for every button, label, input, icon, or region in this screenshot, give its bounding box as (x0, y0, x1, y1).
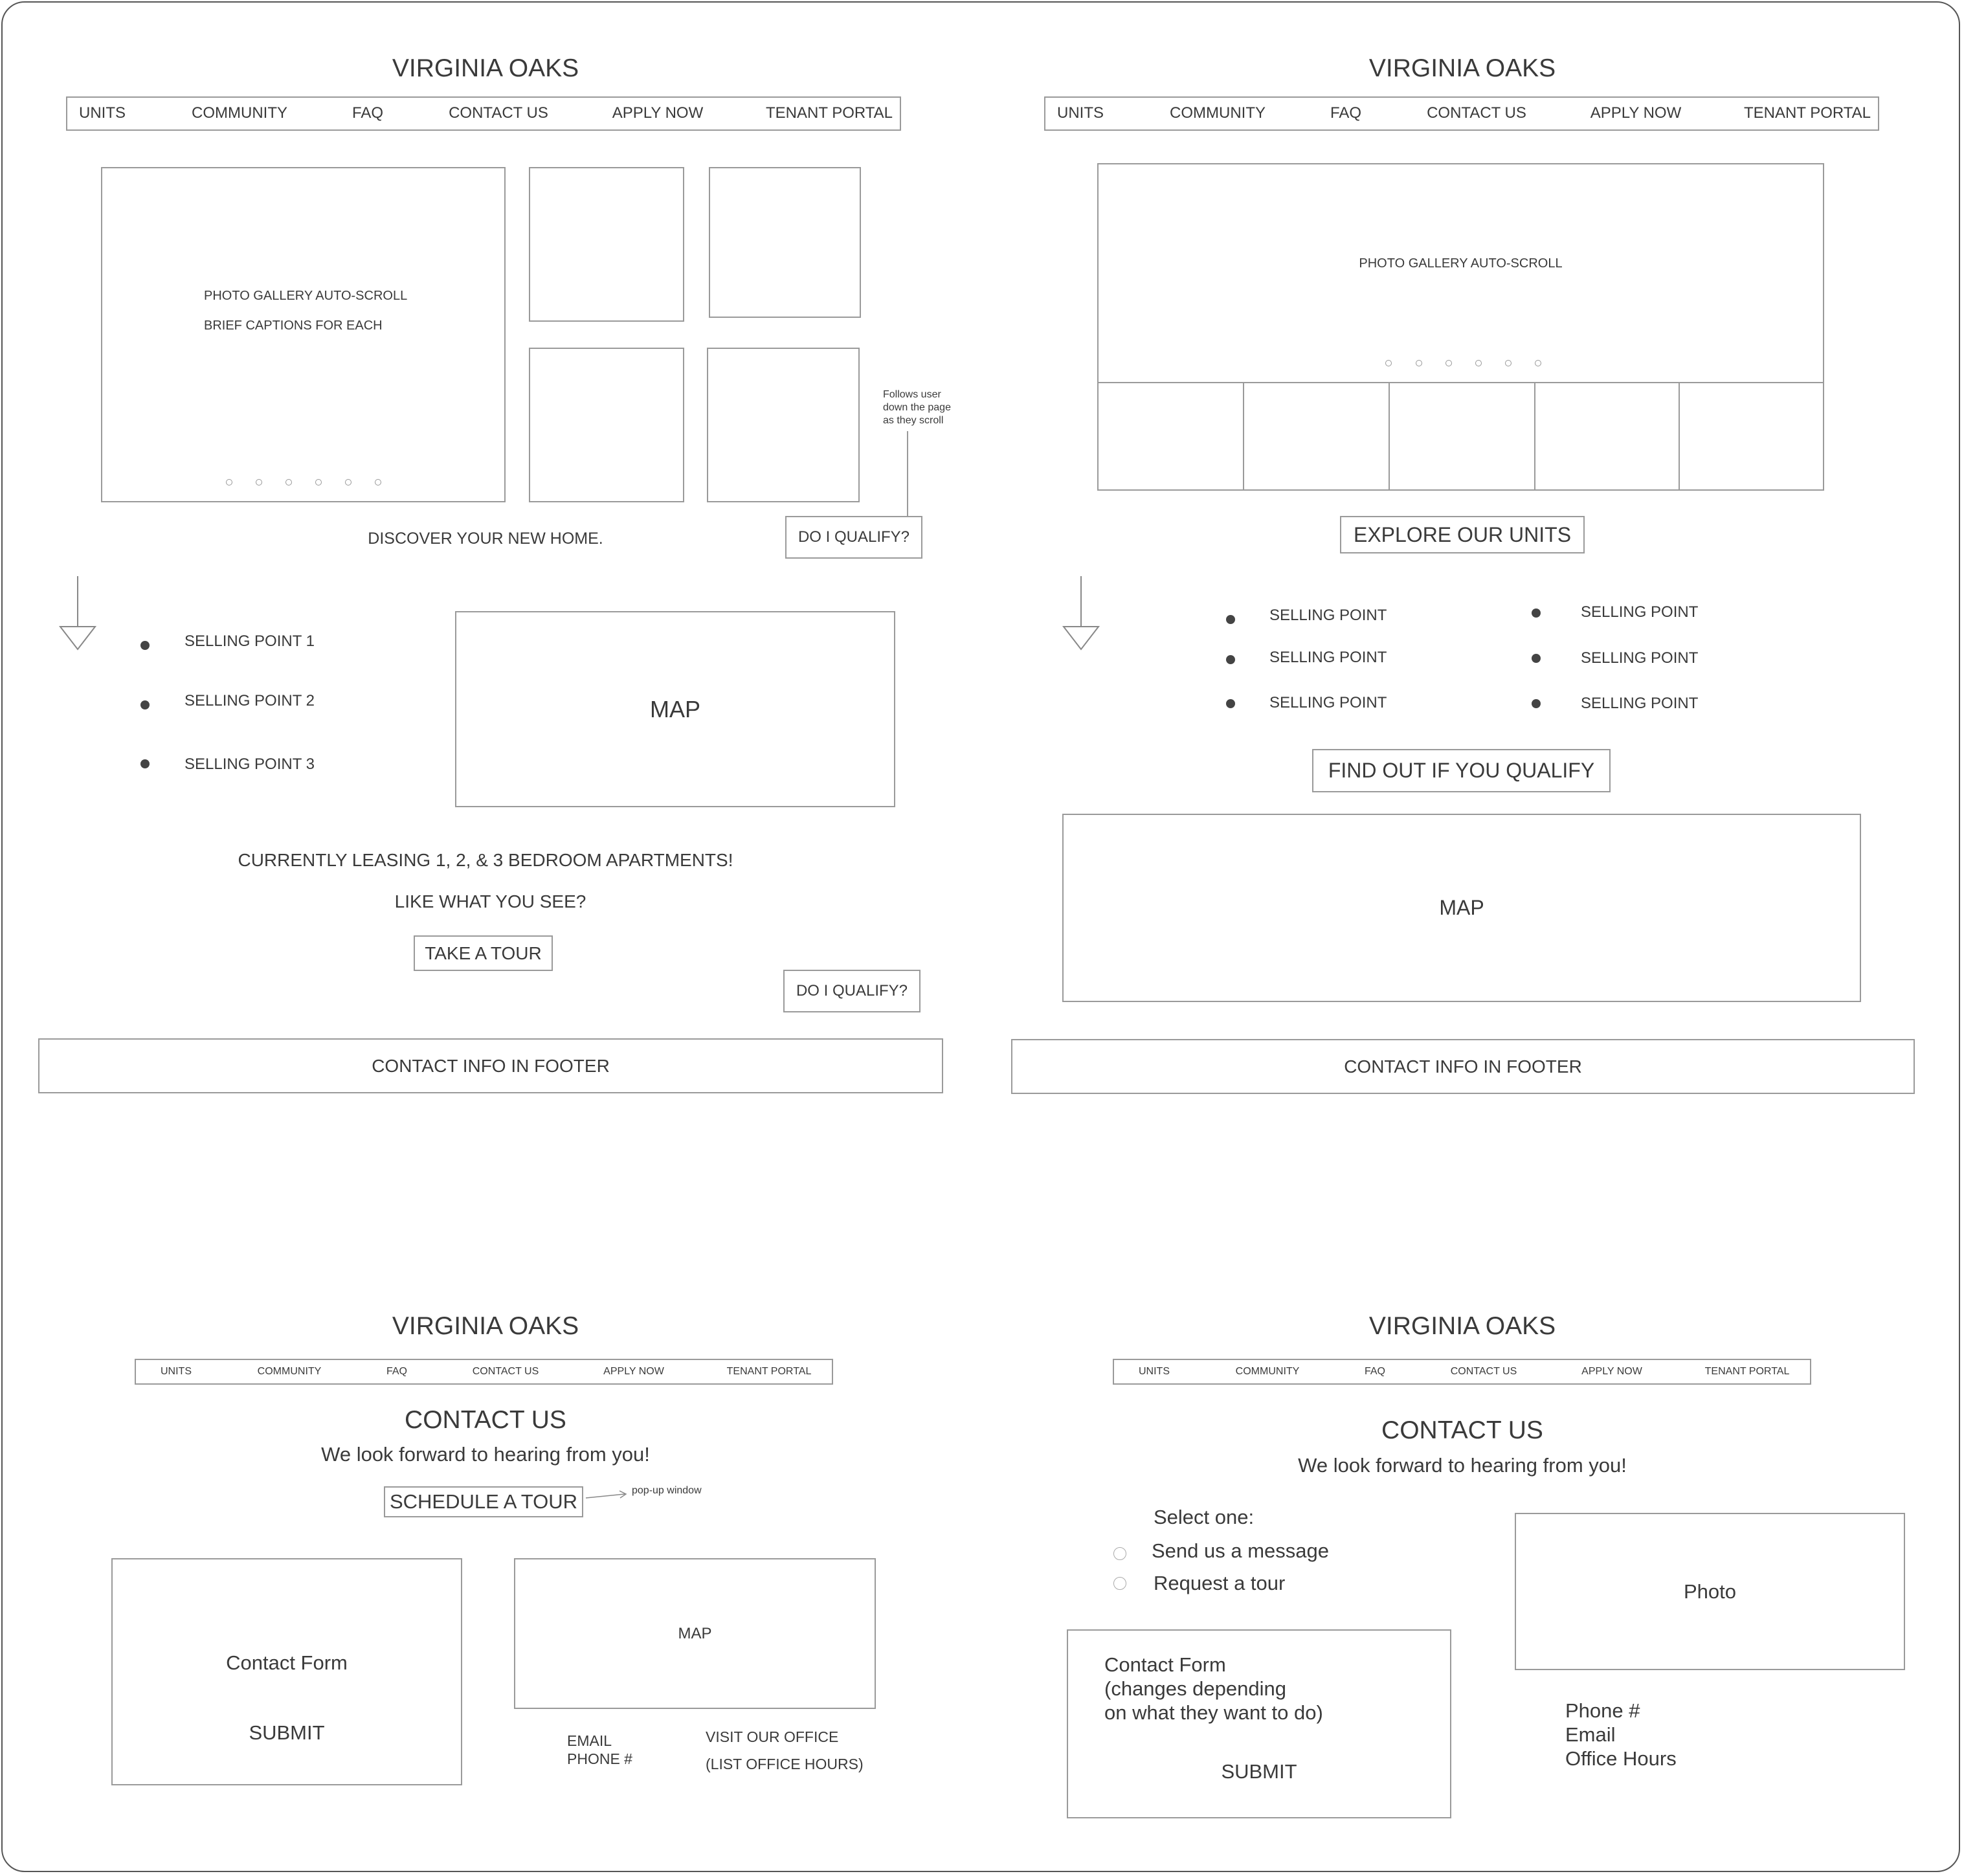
nav-bar (1044, 96, 1879, 131)
nav-item-community[interactable]: COMMUNITY (257, 1366, 322, 1378)
do-i-qualify-button[interactable]: DO I QUALIFY? (785, 516, 922, 559)
email-label: EMAIL (567, 1732, 612, 1749)
photo-thumbnail[interactable] (529, 348, 684, 502)
nav-item-faq[interactable]: FAQ (352, 104, 384, 122)
bullet-icon (140, 759, 150, 768)
footer-label: CONTACT INFO IN FOOTER (372, 1055, 610, 1076)
contact-details (1565, 1699, 1677, 1770)
gallery-caption-1: PHOTO GALLERY AUTO-SCROLL (204, 289, 408, 303)
gallery-indicator[interactable] (1416, 360, 1422, 366)
photo-thumbnail[interactable] (1389, 382, 1535, 491)
selling-point: SELLING POINT 1 (184, 632, 315, 650)
nav-item-units[interactable]: UNITS (79, 104, 126, 122)
gallery-caption-2: BRIEF CAPTIONS FOR EACH (204, 318, 383, 333)
radio-request-tour[interactable] (1113, 1577, 1126, 1590)
footer (38, 1038, 943, 1093)
gallery-indicator[interactable] (254, 478, 263, 487)
annotation-arrow-icon (585, 1489, 630, 1504)
radio-send-message[interactable] (1113, 1547, 1126, 1560)
site-title: VIRGINIA OAKS (392, 54, 579, 82)
selling-point: SELLING POINT (1581, 603, 1699, 621)
nav-item-tenant-portal[interactable]: TENANT PORTAL (1743, 104, 1871, 122)
map-label: MAP (1439, 896, 1484, 919)
gallery-indicator[interactable] (1505, 360, 1512, 366)
site-title: VIRGINIA OAKS (1368, 1312, 1556, 1340)
nav-bar (1113, 1359, 1811, 1385)
gallery-indicator[interactable] (284, 478, 293, 487)
gallery-indicator[interactable] (314, 478, 323, 487)
contact-details (567, 1732, 632, 1768)
selling-point: SELLING POINT 2 (184, 692, 315, 709)
selling-point: SELLING POINT (1581, 649, 1699, 667)
bullet-icon (1226, 699, 1235, 708)
nav-item-community[interactable]: COMMUNITY (192, 104, 287, 122)
scroll-down-arrow-icon (1062, 575, 1100, 651)
photo-gallery[interactable] (101, 167, 506, 502)
photo-label: Photo (1683, 1580, 1736, 1603)
nav-item-units[interactable]: UNITS (1057, 104, 1104, 122)
gallery-indicator[interactable] (225, 478, 234, 487)
nav-item-faq[interactable]: FAQ (1364, 1366, 1386, 1378)
do-i-qualify-floating-button[interactable]: DO I QUALIFY? (783, 970, 921, 1012)
page-heading: CONTACT US (1381, 1416, 1543, 1444)
photo-thumbnail[interactable] (707, 348, 860, 502)
nav-item-community[interactable]: COMMUNITY (1170, 104, 1266, 122)
gallery-indicator[interactable] (344, 478, 353, 487)
selling-point: SELLING POINT (1581, 695, 1699, 712)
map-label: MAP (678, 1624, 712, 1642)
photo-thumbnail[interactable] (529, 167, 684, 322)
like-what-you-see-text: LIKE WHAT YOU SEE? (394, 891, 586, 911)
phone-label: PHONE # (567, 1750, 632, 1767)
gallery-indicator[interactable] (1385, 360, 1392, 366)
contact-form-label: Contact Form (226, 1651, 348, 1674)
photo-thumbnail[interactable] (709, 167, 861, 318)
page-subheading: We look forward to hearing from you! (321, 1443, 650, 1466)
email-label: Email (1565, 1723, 1616, 1746)
annotation-leader-line (907, 431, 908, 527)
nav-bar (66, 96, 901, 131)
nav-bar (135, 1359, 833, 1385)
bullet-icon (1226, 615, 1235, 624)
nav-item-units[interactable]: UNITS (1139, 1366, 1170, 1378)
nav-item-apply-now[interactable]: APPLY NOW (1590, 104, 1682, 122)
photo-thumbnail[interactable] (1534, 382, 1680, 491)
office-hours-label: (LIST OFFICE HOURS) (706, 1756, 864, 1772)
gallery-indicator[interactable] (1445, 360, 1452, 366)
scroll-down-arrow-icon (58, 575, 97, 651)
site-title: VIRGINIA OAKS (1368, 54, 1556, 82)
nav-item-apply-now[interactable]: APPLY NOW (612, 104, 704, 122)
gallery-indicator[interactable] (374, 478, 383, 487)
site-title: VIRGINIA OAKS (392, 1312, 579, 1340)
nav-item-tenant-portal[interactable]: TENANT PORTAL (1704, 1366, 1790, 1378)
photo-placeholder (1515, 1513, 1905, 1670)
page-heading: CONTACT US (405, 1406, 566, 1434)
nav-item-contact-us[interactable]: CONTACT US (449, 104, 548, 122)
nav-item-tenant-portal[interactable]: TENANT PORTAL (726, 1366, 812, 1378)
office-hours-label: Office Hours (1565, 1747, 1677, 1770)
bullet-icon (1532, 609, 1541, 618)
annotation-note: Follows user down the page as they scroll (883, 389, 951, 426)
nav-item-contact-us[interactable]: CONTACT US (472, 1366, 539, 1378)
visit-office-label: VISIT OUR OFFICE (706, 1728, 839, 1745)
leasing-text: CURRENTLY LEASING 1, 2, & 3 BEDROOM APARTMENTS! (238, 850, 733, 870)
annotation-note: pop-up window (632, 1485, 702, 1496)
bullet-icon (1532, 699, 1541, 708)
photo-gallery[interactable] (1097, 163, 1824, 383)
discover-tagline: DISCOVER YOUR NEW HOME. (368, 530, 603, 548)
nav-item-apply-now[interactable]: APPLY NOW (603, 1366, 664, 1378)
bullet-icon (1226, 655, 1235, 664)
map-placeholder[interactable] (455, 611, 895, 807)
nav-item-contact-us[interactable]: CONTACT US (1427, 104, 1526, 122)
map-placeholder[interactable] (1062, 814, 1861, 1002)
schedule-tour-button[interactable]: SCHEDULE A TOUR (384, 1486, 583, 1517)
selling-point: SELLING POINT (1269, 694, 1387, 711)
gallery-indicator[interactable] (1475, 360, 1482, 366)
footer-label: CONTACT INFO IN FOOTER (1344, 1056, 1582, 1077)
gallery-indicator[interactable] (1535, 360, 1541, 366)
selling-point: SELLING POINT (1269, 649, 1387, 666)
selling-point: SELLING POINT 3 (184, 755, 315, 773)
nav-item-faq[interactable]: FAQ (1330, 104, 1362, 122)
photo-thumbnail[interactable] (1679, 382, 1824, 491)
map-placeholder[interactable] (514, 1558, 876, 1709)
footer (1011, 1039, 1915, 1094)
phone-label: Phone # (1565, 1699, 1640, 1722)
take-a-tour-button[interactable]: TAKE A TOUR (414, 935, 553, 971)
contact-form[interactable] (111, 1558, 462, 1785)
contact-form-label: Contact Form (changes depending on what they want to do) (1104, 1653, 1323, 1724)
photo-thumbnail[interactable] (1097, 382, 1244, 491)
gallery-caption: PHOTO GALLERY AUTO-SCROLL (1359, 256, 1563, 271)
bullet-icon (140, 700, 150, 709)
nav-item-tenant-portal[interactable]: TENANT PORTAL (765, 104, 893, 122)
map-label: MAP (649, 695, 700, 722)
nav-item-faq[interactable]: FAQ (386, 1366, 408, 1378)
explore-units-button[interactable]: EXPLORE OUR UNITS (1340, 516, 1585, 553)
submit-button[interactable]: SUBMIT (249, 1721, 325, 1744)
contact-form[interactable] (1067, 1629, 1451, 1818)
photo-thumbnail[interactable] (1243, 382, 1390, 491)
select-one-label: Select one: (1154, 1506, 1255, 1528)
option-send-message-label[interactable]: Send us a message (1152, 1539, 1330, 1562)
find-out-if-you-qualify-button[interactable]: FIND OUT IF YOU QUALIFY (1312, 749, 1611, 792)
option-request-tour-label[interactable]: Request a tour (1154, 1572, 1286, 1594)
bullet-icon (1532, 654, 1541, 663)
nav-item-units[interactable]: UNITS (161, 1366, 192, 1378)
nav-item-apply-now[interactable]: APPLY NOW (1581, 1366, 1642, 1378)
bullet-icon (140, 641, 150, 650)
submit-button[interactable]: SUBMIT (1221, 1760, 1297, 1783)
nav-item-community[interactable]: COMMUNITY (1235, 1366, 1300, 1378)
selling-point: SELLING POINT (1269, 607, 1387, 624)
nav-item-contact-us[interactable]: CONTACT US (1450, 1366, 1517, 1378)
page-subheading: We look forward to hearing from you! (1298, 1454, 1627, 1477)
